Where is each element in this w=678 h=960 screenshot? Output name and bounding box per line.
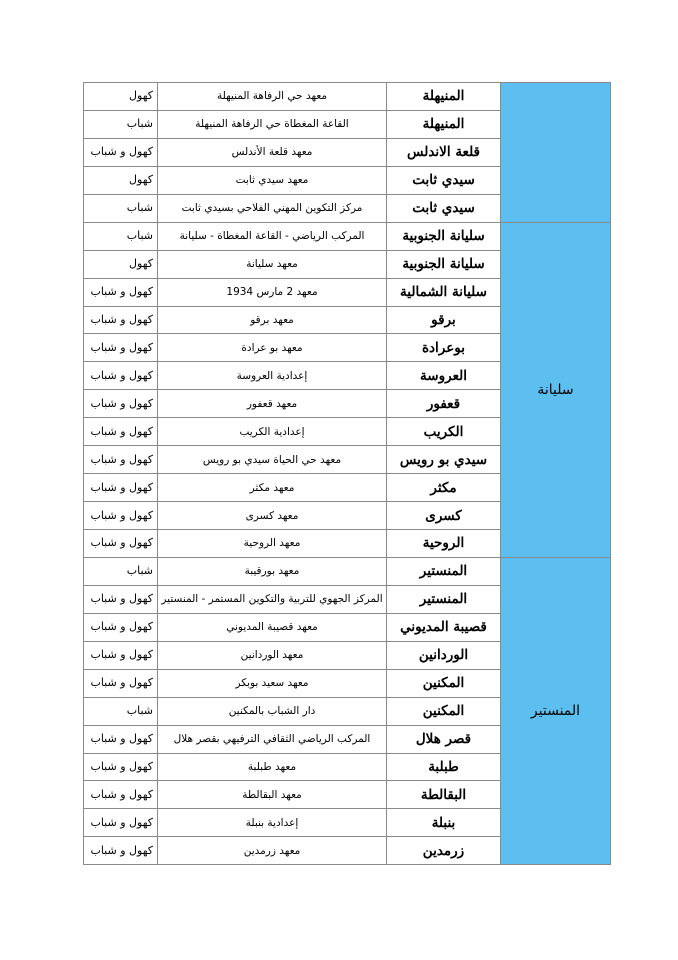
institution-cell: معهد الوردانين — [158, 641, 387, 669]
city-cell: الوردانين — [387, 641, 501, 669]
city-cell: قعفور — [387, 390, 501, 418]
institution-cell: معهد قعفور — [158, 390, 387, 418]
institution-cell: معهد زرمدين — [158, 837, 387, 865]
category-cell: كهول و شباب — [84, 725, 158, 753]
institution-cell: معهد قلعة الأندلس — [158, 138, 387, 166]
table-row — [84, 222, 611, 250]
category-cell: كهول و شباب — [84, 669, 158, 697]
city-cell: سيدي بو رويس — [387, 446, 501, 474]
institution-cell: معهد مكثر — [158, 474, 387, 502]
city-cell: برقو — [387, 306, 501, 334]
category-cell: كهول و شباب — [84, 278, 158, 306]
city-cell: قصر هلال — [387, 725, 501, 753]
city-cell: المنستير — [387, 557, 501, 585]
institution-cell: معهد حي الرفاهة المنيهلة — [158, 83, 387, 111]
category-cell: كهول — [84, 83, 158, 111]
category-cell: كهول و شباب — [84, 837, 158, 865]
city-cell: كسرى — [387, 502, 501, 530]
category-cell: كهول و شباب — [84, 530, 158, 558]
institution-cell: المركب الرياضي - القاعة المغطاة - سليانة — [158, 222, 387, 250]
institution-cell: معهد سليانة — [158, 250, 387, 278]
category-cell: كهول و شباب — [84, 502, 158, 530]
institution-cell: معهد برقو — [158, 306, 387, 334]
category-cell: كهول و شباب — [84, 474, 158, 502]
category-cell: كهول و شباب — [84, 753, 158, 781]
institution-cell: إعدادية بنبلة — [158, 809, 387, 837]
category-cell: كهول و شباب — [84, 390, 158, 418]
institution-cell: المركز الجهوي للتربية والتكوين المستمر - المنستير — [158, 585, 387, 613]
institution-cell: معهد بورقيبة — [158, 557, 387, 585]
centers-table — [83, 82, 611, 865]
institution-cell: مركز التكوين المهني الفلاحي بسيدي ثابت — [158, 194, 387, 222]
category-cell: كهول — [84, 166, 158, 194]
table-row — [84, 557, 611, 585]
city-cell: بنبلة — [387, 809, 501, 837]
city-cell: قلعة الاندلس — [387, 138, 501, 166]
institution-cell: إعدادية الكريب — [158, 418, 387, 446]
institution-cell: معهد قصيبة المديوني — [158, 613, 387, 641]
category-cell: شباب — [84, 194, 158, 222]
category-cell: شباب — [84, 697, 158, 725]
governorate-cell: سليانة — [501, 222, 611, 557]
governorate-cell: المنستير — [501, 557, 611, 864]
city-cell: بوعرادة — [387, 334, 501, 362]
city-cell: سليانة الجنوبية — [387, 250, 501, 278]
city-cell: المنستير — [387, 585, 501, 613]
category-cell: كهول و شباب — [84, 138, 158, 166]
category-cell: كهول و شباب — [84, 306, 158, 334]
city-cell: الكريب — [387, 418, 501, 446]
institution-cell: معهد سعيد بوبكر — [158, 669, 387, 697]
institution-cell: معهد 2 مارس 1934 — [158, 278, 387, 306]
category-cell: كهول و شباب — [84, 809, 158, 837]
category-cell: كهول و شباب — [84, 781, 158, 809]
institution-cell: المركب الرياضي الثقافي الترفيهي بقصر هلال — [158, 725, 387, 753]
governorate-cell — [501, 83, 611, 223]
institution-cell: القاعة المغطاة حي الرفاهة المنيهلة — [158, 110, 387, 138]
institution-cell: معهد طبلبة — [158, 753, 387, 781]
institution-cell: معهد حي الحياة سيدي بو رويس — [158, 446, 387, 474]
city-cell: المنيهلة — [387, 83, 501, 111]
institution-cell: معهد كسرى — [158, 502, 387, 530]
institution-cell: معهد الروحية — [158, 530, 387, 558]
category-cell: كهول و شباب — [84, 362, 158, 390]
centers-table-body — [84, 83, 611, 865]
city-cell: المنيهلة — [387, 110, 501, 138]
institution-cell: معهد بو عرادة — [158, 334, 387, 362]
city-cell: العروسة — [387, 362, 501, 390]
institution-cell: معهد سيدي ثابت — [158, 166, 387, 194]
city-cell: البقالطة — [387, 781, 501, 809]
category-cell: شباب — [84, 222, 158, 250]
institution-cell: معهد البقالطة — [158, 781, 387, 809]
category-cell: شباب — [84, 110, 158, 138]
category-cell: كهول و شباب — [84, 418, 158, 446]
category-cell: كهول و شباب — [84, 613, 158, 641]
category-cell: كهول و شباب — [84, 446, 158, 474]
category-cell: كهول و شباب — [84, 334, 158, 362]
city-cell: الروحية — [387, 530, 501, 558]
city-cell: سيدي ثابت — [387, 166, 501, 194]
city-cell: طبلبة — [387, 753, 501, 781]
city-cell: سليانة الجنوبية — [387, 222, 501, 250]
city-cell: قصيبة المديوني — [387, 613, 501, 641]
city-cell: زرمدين — [387, 837, 501, 865]
category-cell: شباب — [84, 557, 158, 585]
city-cell: سيدي ثابت — [387, 194, 501, 222]
institution-cell: دار الشباب بالمكنين — [158, 697, 387, 725]
category-cell: كهول و شباب — [84, 641, 158, 669]
city-cell: المكنين — [387, 697, 501, 725]
city-cell: مكثر — [387, 474, 501, 502]
institution-cell: إعدادية العروسة — [158, 362, 387, 390]
city-cell: المكنين — [387, 669, 501, 697]
category-cell: كهول — [84, 250, 158, 278]
city-cell: سليانة الشمالية — [387, 278, 501, 306]
table-row — [84, 83, 611, 111]
category-cell: كهول و شباب — [84, 585, 158, 613]
